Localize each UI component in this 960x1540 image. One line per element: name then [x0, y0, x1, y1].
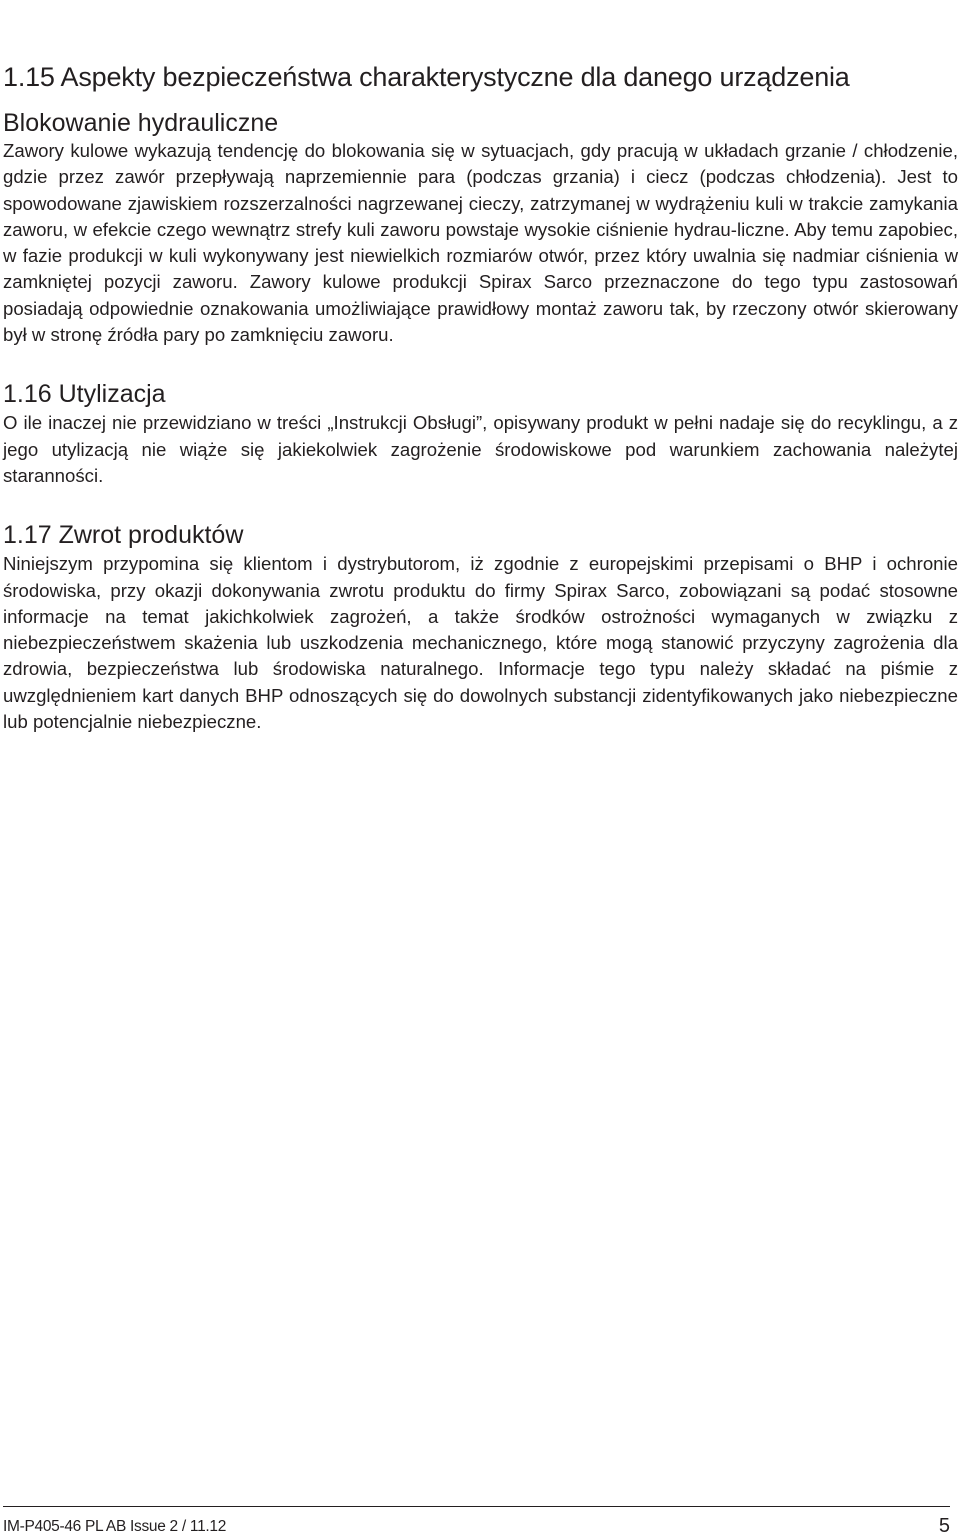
page-content — [3, 60, 958, 735]
section-1-17-body: Niniejszym przypomina się klientom i dystrybutorom, iż zgodnie z europejskimi przepisami o BHP i ochronie środowiska, przy okazji dokonywania zwrotu produktu do firmy Spirax Sarco, zobowiązani są podać stosowne informacje na temat jakichkolwiek zagrożeń, a także środków ostrożności wymaganych w związku z niebezpieczeństwem skażenia lub uszkodzenia mechanicznego, które mogą stanowić przyczyny zagrożenia dla zdrowia, bezpieczeństwa lub środowiska naturalnego. Informacje tego typu należy składać na piśmie z uwzględnieniem kart danych BHP odnoszących się do dowolnych substancji zidentyfikowanych jako niebezpieczne lub potencjalnie niebezpieczne. — [3, 553, 958, 733]
page-footer — [3, 1506, 950, 1540]
section-1-15-body: Zawory kulowe wykazują tendencję do blokowania się w sytuacjach, gdy pracują w układach grzanie / chłodzenie, gdzie przez zawór przepływają naprzemiennie para (podczas grzania) i ciecz (podczas chłodzenia). Jest to spowodowane zjawiskiem rozszerzalności nagrzewanej cieczy, zatrzymanej w wydrążeniu kuli w trakcie zamykania zaworu, w efekcie czego wewnątrz strefy kuli zaworu powstaje wysokie ciśnienie hydrau-liczne. Aby temu zapobiec, w fazie produkcji w kuli wykonywany jest niewielkich rozmiarów otwór, przez który uwalnia się nadmiar ciśnienia w zamkniętej pozycji zaworu. Zawory kulowe produkcji Spirax Sarco przeznaczone do tego typu zastosowań posiadają odpowiednie oznakowania umożliwiające prawidłowy montaż zaworu tak, by rzeczony otwór skierowany był w stronę źródła pary po zamknięciu zaworu. — [3, 140, 958, 346]
section-1-15 — [3, 60, 958, 348]
section-1-16-heading: 1.16 Utylizacja — [3, 380, 166, 409]
section-1-15-subheading: Blokowanie hydrauliczne — [3, 109, 279, 137]
section-1-16-body: O ile inaczej nie przewidziano w treści „Instrukcji Obsługi”, opisywany produkt w pełni nadaje się do recyklingu, a z jego utylizacją nie wiąże się jakiekolwiek zagrożenie środowiskowe pod warunkiem zachowania należytej staranności. — [3, 412, 958, 486]
footer-document-id: IM-P405-46 PL AB Issue 2 / 11.12 — [3, 1518, 227, 1535]
section-1-16 — [3, 378, 958, 489]
section-1-17 — [3, 519, 958, 735]
footer-page-number: 5 — [938, 1515, 950, 1537]
section-1-15-heading: 1.15 Aspekty bezpieczeństwa charakterystyczne dla danego urządzenia — [3, 62, 850, 92]
section-1-17-heading: 1.17 Zwrot produktów — [3, 521, 244, 550]
